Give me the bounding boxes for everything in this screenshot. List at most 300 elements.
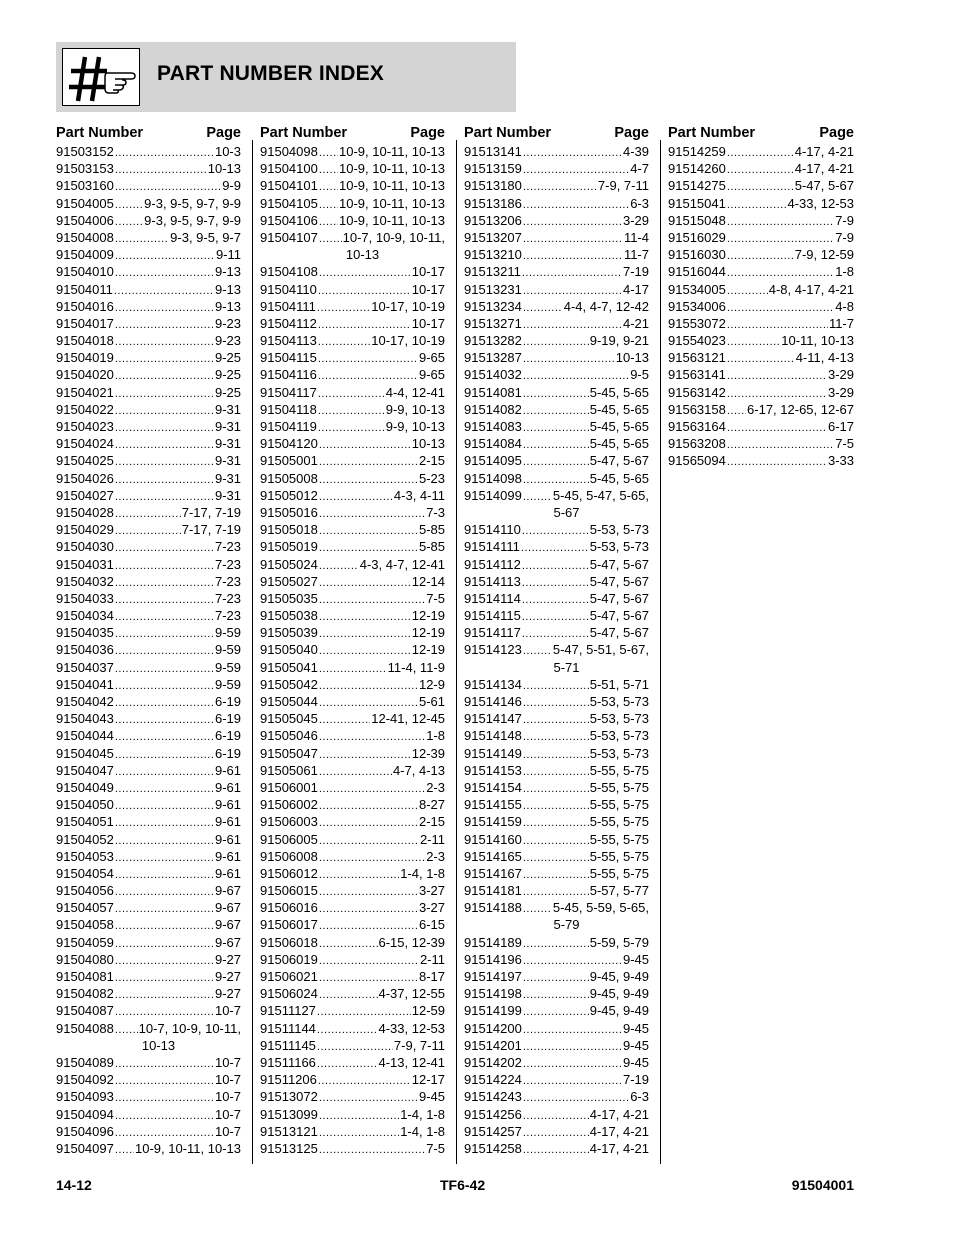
- index-entry: [56, 538, 241, 555]
- part-number: 91504047: [56, 762, 114, 778]
- dot-leader: [523, 179, 597, 196]
- page-reference: 5-55, 5-75: [589, 865, 649, 881]
- part-number: 91504017: [56, 315, 114, 331]
- index-entry: [56, 693, 241, 710]
- index-entry: [260, 624, 445, 641]
- page-reference: 6-19: [214, 694, 241, 709]
- page-reference: 4-11, 4-13: [795, 350, 854, 366]
- dot-leader: [115, 472, 214, 489]
- part-number: 91505038: [260, 608, 318, 624]
- part-number: 91504045: [56, 745, 114, 761]
- part-number: 91514111: [464, 539, 520, 555]
- index-entry: [260, 418, 445, 435]
- dot-leader: [523, 901, 552, 918]
- part-number: 91505045: [260, 711, 318, 727]
- part-number: 91506002: [260, 797, 318, 813]
- dot-leader: [115, 781, 214, 798]
- part-number: 91513234: [464, 298, 522, 314]
- index-entry: [464, 349, 649, 366]
- part-number: 91513159: [464, 161, 522, 177]
- page-reference: 9-3, 9-5, 9-7: [170, 229, 241, 245]
- part-number-header: Part Number: [260, 125, 348, 141]
- page-reference: 10-13: [615, 350, 649, 366]
- page-reference: 5-47, 5-51, 5-67,: [552, 642, 649, 658]
- part-number: 91515048: [668, 212, 726, 228]
- dot-leader: [522, 558, 589, 575]
- page-reference: 5-53, 5-73: [589, 728, 649, 744]
- dot-leader: [319, 987, 378, 1004]
- dot-leader: [115, 695, 214, 712]
- index-entry: [56, 298, 241, 315]
- page-reference: 10-7, 10-9, 10-11,: [342, 229, 445, 245]
- part-number: 91563141: [668, 367, 726, 383]
- part-number: 91504053: [56, 848, 114, 864]
- index-entry: [260, 177, 445, 194]
- page-reference: 9-27: [214, 951, 241, 967]
- page-reference: 5-59, 5-79: [589, 934, 649, 950]
- index-entry: [464, 1140, 649, 1157]
- part-number: 91534006: [668, 298, 726, 314]
- part-number: 91506018: [260, 934, 318, 950]
- part-number: 91513141: [464, 144, 522, 159]
- dot-leader: [319, 798, 418, 815]
- part-number: 91504025: [56, 453, 114, 469]
- page-reference: 10-17: [411, 264, 445, 280]
- page-reference: 10-7: [214, 1003, 241, 1019]
- page-reference: 9-31: [214, 401, 241, 417]
- page-reference: 12-19: [411, 625, 445, 641]
- part-number: 91516029: [668, 229, 726, 245]
- dot-leader: [319, 815, 418, 832]
- dot-leader: [523, 403, 589, 420]
- page-reference: 7-9, 7-11: [597, 178, 649, 194]
- page-reference: 7-17, 7-19: [181, 504, 241, 520]
- part-number: 91505019: [260, 539, 318, 555]
- index-entry: [464, 607, 649, 624]
- dot-leader: [523, 987, 589, 1004]
- footer-center-code: TF6-42: [440, 1177, 486, 1193]
- index-entry: [464, 1002, 649, 1019]
- part-number: 91503160: [56, 178, 114, 194]
- index-entry: [260, 1054, 445, 1071]
- part-number: 91506003: [260, 814, 318, 830]
- part-number: 91504098: [260, 144, 318, 159]
- part-number: 91504033: [56, 590, 114, 606]
- index-entry: [464, 366, 649, 383]
- dot-leader: [318, 334, 370, 351]
- page-reference: 9-3, 9-5, 9-7, 9-9: [144, 195, 241, 211]
- page-reference: 9-61: [214, 814, 241, 830]
- dot-leader: [522, 575, 589, 592]
- dot-leader: [115, 833, 214, 850]
- page-reference: 5-23: [418, 470, 445, 486]
- part-number: 91514159: [464, 814, 522, 830]
- page-reference: 7-23: [214, 556, 241, 572]
- dot-leader: [115, 661, 214, 678]
- page-reference: 9-11: [215, 247, 241, 263]
- index-entry: [56, 487, 241, 504]
- page-reference: 11-4, 11-9: [387, 659, 445, 675]
- dot-leader: [319, 729, 425, 746]
- part-number: 91506024: [260, 986, 318, 1002]
- page-reference: 5-45, 5-65: [589, 436, 649, 452]
- part-number: 91514199: [464, 1003, 522, 1019]
- index-entry: [464, 315, 649, 332]
- page-reference: 9-9, 10-13: [385, 419, 445, 434]
- part-number: 91505001: [260, 453, 318, 469]
- index-entry: [56, 590, 241, 607]
- page-reference: 4-4, 12-41: [385, 384, 445, 400]
- index-entry: [260, 882, 445, 899]
- dot-leader: [727, 300, 834, 317]
- dot-leader: [318, 351, 418, 368]
- page-reference: 9-5: [630, 367, 649, 383]
- part-number: 91506016: [260, 900, 318, 916]
- part-number: 91503152: [56, 144, 114, 159]
- index-entry: [260, 899, 445, 916]
- part-number: 91563142: [668, 384, 726, 400]
- dot-leader: [115, 678, 214, 695]
- dot-leader: [319, 1108, 399, 1125]
- index-entry: [464, 573, 649, 590]
- dot-leader: [523, 850, 589, 867]
- part-number: 91504094: [56, 1106, 114, 1122]
- part-number: 91514032: [464, 367, 522, 383]
- index-entry: [464, 710, 649, 727]
- dot-leader: [115, 506, 181, 523]
- page-reference: 5-47, 5-67: [589, 453, 649, 469]
- part-number: 91513207: [464, 229, 522, 245]
- index-entry: [260, 779, 445, 796]
- index-entry: [464, 263, 649, 280]
- page-reference: 10-9, 10-11, 10-13: [339, 144, 445, 159]
- index-entry: [260, 865, 445, 882]
- dot-leader: [318, 1073, 411, 1090]
- page-reference: 4-37, 12-55: [378, 986, 445, 1002]
- page-reference: 9-13: [214, 298, 241, 314]
- index-entry: [464, 985, 649, 1002]
- part-number: 91513271: [464, 315, 522, 331]
- page-reference: 5-47, 5-67: [589, 608, 649, 624]
- dot-leader: [523, 145, 622, 162]
- part-number: 91504120: [260, 436, 318, 452]
- index-entry: [56, 418, 241, 435]
- part-number: 91565094: [668, 453, 726, 469]
- page-reference: 9-25: [214, 367, 241, 383]
- index-entry: [464, 281, 649, 298]
- dot-leader: [522, 609, 589, 626]
- part-number: 91514188: [464, 900, 522, 916]
- dot-leader: [523, 833, 589, 850]
- page-header: Page: [819, 125, 854, 141]
- dot-leader: [114, 283, 214, 300]
- page-reference: 9-67: [214, 900, 241, 916]
- part-number: 91514123: [464, 642, 522, 658]
- part-number: 91504009: [56, 247, 114, 263]
- page-reference: 5-55, 5-75: [589, 831, 649, 847]
- page-reference: 7-5: [426, 1140, 445, 1156]
- index-entry: [260, 143, 445, 160]
- dot-leader: [115, 145, 214, 162]
- dot-leader: [319, 1142, 425, 1159]
- page-reference: 5-85: [418, 539, 445, 555]
- index-entry: [464, 727, 649, 744]
- part-number-header: Part Number: [464, 125, 552, 141]
- part-number: 91514112: [464, 556, 521, 572]
- column-divider: [660, 140, 661, 1164]
- page-reference: 6-3: [630, 1089, 649, 1105]
- page-reference: 10-7: [214, 1089, 241, 1105]
- page-reference: 5-55, 5-75: [589, 848, 649, 864]
- index-entry: [56, 1140, 241, 1157]
- part-number: 91504101: [260, 178, 318, 194]
- page-reference: 6-19: [214, 745, 241, 761]
- index-entry: [260, 229, 445, 246]
- page-reference: 5-53, 5-73: [589, 539, 649, 555]
- part-number: 91504056: [56, 883, 114, 899]
- part-number: 91513287: [464, 350, 522, 366]
- index-entry: [260, 1123, 445, 1140]
- page-reference-continued: 10-13: [141, 1037, 176, 1053]
- index-entry: [464, 556, 649, 573]
- index-entry: [464, 212, 649, 229]
- part-number: 91504107: [260, 229, 318, 245]
- part-number: 91514257: [464, 1123, 522, 1139]
- index-entry: [464, 590, 649, 607]
- page-reference: 2-3: [426, 779, 445, 795]
- index-entry: [56, 315, 241, 332]
- dot-leader: [523, 1056, 622, 1073]
- part-number: 91513125: [260, 1140, 318, 1156]
- index-entry: [260, 745, 445, 762]
- index-entry: [260, 641, 445, 658]
- dot-leader: [522, 265, 622, 282]
- page-reference: 5-53, 5-73: [589, 711, 649, 727]
- dot-leader: [115, 420, 214, 437]
- page-title: PART NUMBER INDEX: [157, 62, 385, 85]
- index-column-2: [260, 118, 445, 1157]
- index-entry: [464, 831, 649, 848]
- index-entry: [260, 573, 445, 590]
- part-number: 91511166: [260, 1054, 316, 1070]
- page-reference: 9-59: [214, 659, 241, 675]
- index-entry: [464, 624, 649, 641]
- page-reference: 4-21: [622, 315, 649, 331]
- index-entry: [260, 762, 445, 779]
- index-entry: [56, 710, 241, 727]
- index-entry: [260, 1002, 445, 1019]
- index-entry: [260, 607, 445, 624]
- page-reference: 4-17: [622, 281, 649, 297]
- part-number: 91514083: [464, 419, 522, 434]
- index-entry: [464, 298, 649, 315]
- part-number: 91506005: [260, 831, 318, 847]
- dot-leader: [727, 145, 794, 162]
- index-entry: [464, 1020, 649, 1037]
- part-number: 91505039: [260, 625, 318, 641]
- page-reference: 10-9, 10-11, 10-13: [135, 1140, 241, 1156]
- part-number: 91504049: [56, 779, 114, 795]
- page-reference: 9-31: [214, 453, 241, 469]
- index-entry: [56, 177, 241, 194]
- page-reference: 10-9, 10-11, 10-13: [339, 178, 445, 194]
- part-number: 91511206: [260, 1072, 317, 1088]
- dot-leader: [115, 592, 214, 609]
- dot-leader: [319, 231, 342, 248]
- part-number: 91513186: [464, 195, 522, 211]
- dot-leader: [115, 437, 214, 454]
- part-number: 91504118: [260, 401, 317, 417]
- page-reference: 12-14: [411, 573, 445, 589]
- index-entry: [260, 298, 445, 315]
- index-entry: [260, 332, 445, 349]
- part-number: 91514154: [464, 779, 522, 795]
- dot-leader: [523, 351, 615, 368]
- part-number: 91514201: [464, 1037, 522, 1053]
- index-entry: [56, 143, 241, 160]
- page-reference: 6-17, 12-65, 12-67: [747, 401, 854, 417]
- page-reference: 5-45, 5-65: [589, 384, 649, 400]
- dot-leader: [523, 248, 623, 265]
- dot-leader: [523, 1142, 589, 1159]
- page-reference: 12-19: [411, 608, 445, 624]
- part-number: 91503153: [56, 161, 114, 177]
- part-number: 91504026: [56, 470, 114, 486]
- page-reference: 8-27: [418, 797, 445, 813]
- index-entry: [56, 401, 241, 418]
- index-entry: [260, 693, 445, 710]
- part-number: 91514153: [464, 762, 522, 778]
- part-number: 91513121: [260, 1123, 318, 1139]
- part-number: 91513210: [464, 247, 522, 263]
- dot-leader: [727, 454, 827, 471]
- page-reference: 7-9, 7-11: [393, 1037, 445, 1053]
- part-number: 91504006: [56, 212, 114, 228]
- dot-leader: [522, 592, 589, 609]
- page-reference: 4-3, 4-7, 12-41: [359, 556, 445, 572]
- part-number: 91504081: [56, 969, 114, 984]
- part-number: 91534005: [668, 281, 726, 297]
- part-number: 91513231: [464, 281, 522, 297]
- index-column-4: [668, 118, 854, 470]
- index-column-3: [464, 118, 649, 1157]
- dot-leader: [523, 970, 589, 987]
- part-number: 91514275: [668, 178, 726, 194]
- part-number: 91514081: [464, 384, 522, 400]
- page-reference: 4-33, 12-53: [787, 195, 854, 211]
- part-number: 91514258: [464, 1140, 522, 1156]
- dot-leader: [523, 729, 589, 746]
- dot-leader: [319, 953, 419, 970]
- dot-leader: [319, 901, 418, 918]
- page-reference: 4-8: [835, 298, 854, 314]
- index-entry: [668, 212, 854, 229]
- part-number: 91514224: [464, 1072, 522, 1088]
- page-reference: 10-3: [214, 144, 241, 159]
- page-reference: 4-17, 4-21: [794, 144, 854, 159]
- dot-leader: [115, 643, 214, 660]
- index-entry: [668, 418, 854, 435]
- index-entry: [260, 401, 445, 418]
- index-entry: [464, 745, 649, 762]
- part-number: 91554023: [668, 333, 726, 349]
- column-header: [464, 118, 649, 143]
- index-entry: [464, 779, 649, 796]
- part-number: 91514160: [464, 831, 522, 847]
- index-entry: [668, 143, 854, 160]
- part-number: 91504016: [56, 298, 114, 314]
- dot-leader: [318, 420, 385, 437]
- part-number: 91504093: [56, 1089, 114, 1105]
- dot-leader: [318, 403, 385, 420]
- page-reference: 5-45, 5-59, 5-65,: [552, 900, 649, 916]
- index-entry: [56, 281, 241, 298]
- part-number: 91504115: [260, 350, 317, 366]
- column-divider: [252, 140, 253, 1164]
- index-entry: [56, 934, 241, 951]
- part-number: 91504023: [56, 419, 114, 434]
- dot-leader: [319, 454, 418, 471]
- index-entry: [56, 504, 241, 521]
- index-entry: [260, 315, 445, 332]
- column-header: [56, 118, 241, 143]
- page-reference: 4-17, 4-21: [589, 1140, 649, 1156]
- part-number: 91513072: [260, 1089, 318, 1105]
- part-number: 91563158: [668, 401, 726, 417]
- index-entry: [260, 1071, 445, 1088]
- page-reference: 4-17, 4-21: [794, 161, 854, 177]
- dot-leader: [319, 179, 338, 196]
- part-number: 91513206: [464, 212, 522, 228]
- index-entry: [464, 538, 649, 555]
- part-number: 91504100: [260, 161, 318, 177]
- page-reference: 5-45, 5-65: [589, 401, 649, 417]
- index-entry: [260, 263, 445, 280]
- index-entry: [56, 1071, 241, 1088]
- index-entry: [56, 212, 241, 229]
- dot-leader: [115, 1090, 214, 1107]
- index-entry: [56, 452, 241, 469]
- index-entry: [464, 762, 649, 779]
- index-entry: [260, 556, 445, 573]
- part-number: 91504050: [56, 797, 114, 813]
- index-entry: [260, 538, 445, 555]
- dot-leader: [115, 626, 214, 643]
- index-entry: [668, 177, 854, 194]
- part-number: 91504119: [260, 419, 317, 434]
- page-reference: 9-13: [214, 281, 241, 297]
- part-number: 91504106: [260, 212, 318, 228]
- index-entry: [56, 796, 241, 813]
- part-number: 91511145: [260, 1037, 316, 1053]
- page-reference: 2-15: [418, 453, 445, 469]
- page-reference: 9-61: [214, 848, 241, 864]
- hash-pointing-hand-icon: [62, 48, 140, 106]
- part-number: 91504097: [56, 1140, 114, 1156]
- index-entry: [464, 435, 649, 452]
- page-reference-continued: 5-71: [553, 659, 580, 675]
- part-number: 91504042: [56, 694, 114, 709]
- index-entry: [260, 796, 445, 813]
- index-entry: [260, 470, 445, 487]
- index-entry: [668, 401, 854, 418]
- dot-leader: [727, 403, 746, 420]
- part-number: 91514082: [464, 401, 522, 417]
- index-entry: [464, 796, 649, 813]
- part-number: 91505016: [260, 504, 318, 520]
- part-number: 91504087: [56, 1003, 114, 1019]
- part-number: 91514198: [464, 986, 522, 1002]
